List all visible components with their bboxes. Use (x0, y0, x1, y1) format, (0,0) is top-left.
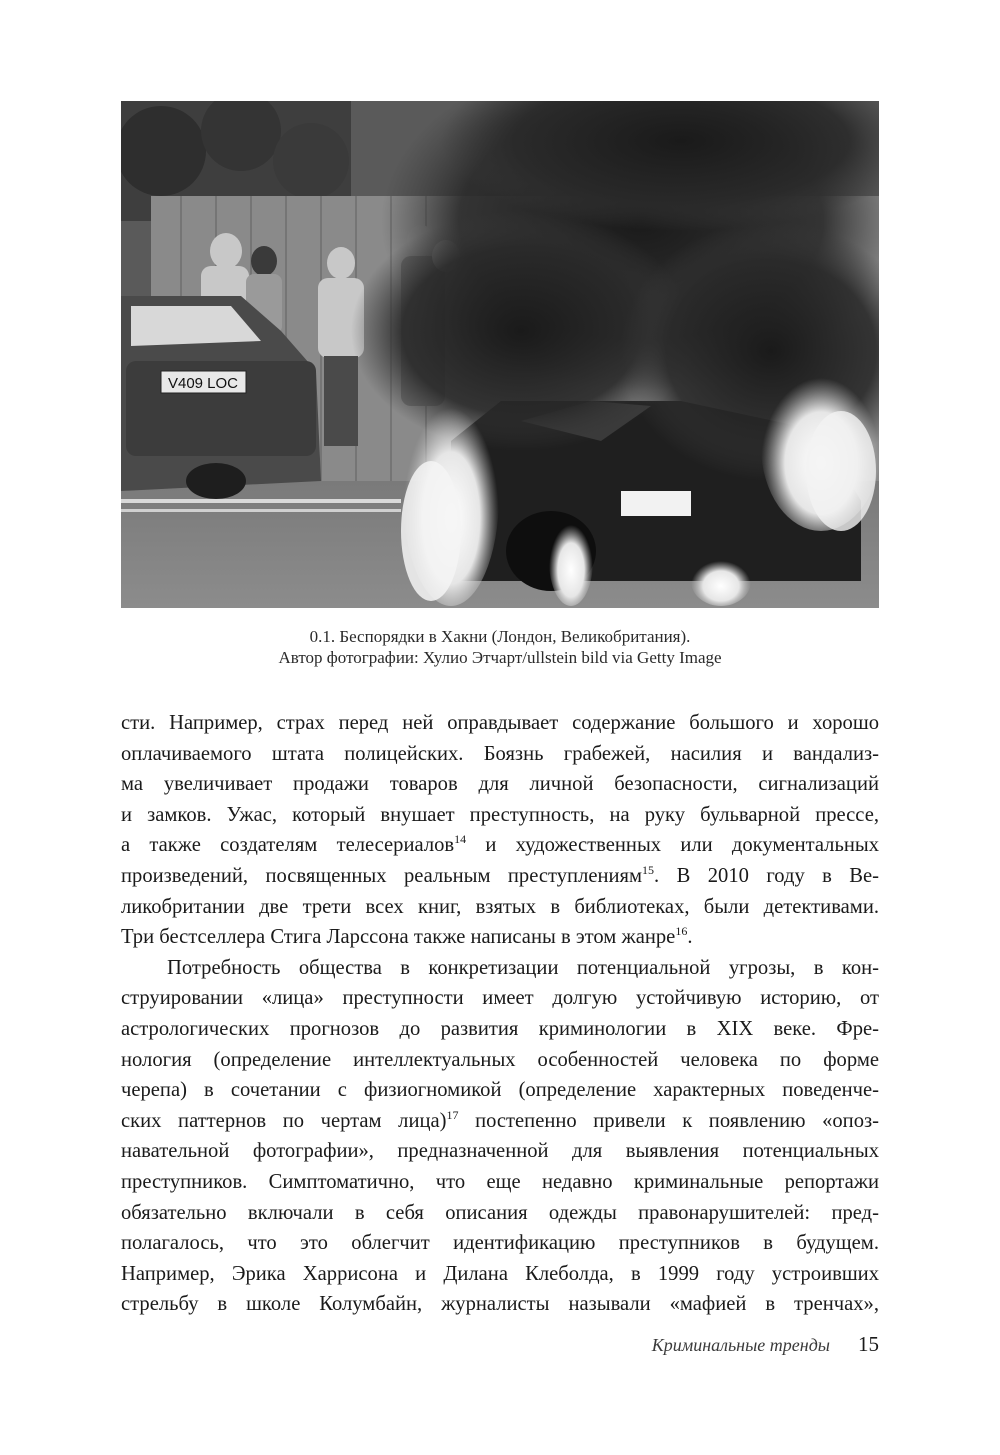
text-line: сти. Например, страх перед ней оправдывает содержание большого и хорошо (121, 712, 879, 734)
paragraph-2 (121, 953, 879, 1320)
footnote-ref-15[interactable]: 15 (642, 862, 655, 877)
text-line: астрологических прогнозов до развития криминологии в XIX веке. Фре- (121, 1017, 879, 1040)
text-line: ма увеличивает продажи товаров для личной безопасности, сигнализаций (121, 773, 879, 796)
text-line: обязательно включали в себя описания одежды правонарушителей: пред- (121, 1201, 879, 1224)
footnote-ref-17[interactable]: 17 (446, 1107, 459, 1122)
paragraph-1 (121, 708, 879, 953)
page-number: 15 (858, 1332, 879, 1356)
text-line: ских паттернов по чертам лица)$^{17}$ постепенно привели к появлению «опоз- (121, 1107, 879, 1132)
text-line: нология (определение интеллектуальных особенностей человека по форме (121, 1048, 879, 1071)
text-line: Три бестселлера Стига Ларссона также написаны в этом жанре$^{16}$. (121, 924, 693, 949)
text-line: стрельбу в школе Колумбайн, журналисты называли «мафией в тренчах», (121, 1293, 879, 1316)
figure-caption (121, 626, 879, 668)
caption-credit: Автор фотографии: Хулио Этчарт/ullstein bild via Getty Image (278, 648, 722, 667)
text-line: Например, Эрика Харрисона и Дилана Клеболда, в 1999 году устроивших (121, 1262, 879, 1285)
text-line: струировании «лица» преступности имеет долгую устойчивую историю, от (121, 987, 879, 1010)
body-text (121, 708, 879, 1320)
caption-title: 0.1. Беспорядки в Хакни (Лондон, Великобритания). (309, 627, 691, 646)
license-plate: V409 LOC (167, 375, 239, 392)
text-line: навательной фотографии», предназначенной для выявления потенциальных (121, 1140, 879, 1163)
text-line: произведений, посвященных реальным преступлениям$^{15}$. В 2010 году в Ве- (121, 862, 880, 887)
text-line: Потребность общества в конкретизации потенциальной угрозы, в кон- (167, 956, 879, 979)
text-line: преступников. Симптоматично, что еще недавно криминальные репортажи (121, 1170, 879, 1193)
text-line: а также создателям телесериалов$^{14}$ и художественных или документальных (121, 832, 879, 857)
text-line: черепа) в сочетании с физиогномикой (определение характерных поведенче- (121, 1079, 879, 1102)
riot-photo (121, 101, 879, 608)
text-line: ликобритании две трети всех книг, взятых в библиотеках, были детективами. (121, 895, 879, 918)
text-line: и замков. Ужас, который внушает преступность, на руку бульварной прессе, (121, 803, 879, 826)
footnote-ref-14[interactable]: 14 (454, 832, 467, 847)
footnote-ref-16[interactable]: 16 (675, 924, 688, 939)
running-head: Криминальные тренды (651, 1335, 830, 1355)
text-line: оплачиваемого штата полицейских. Боязнь грабежей, насилия и вандализ- (121, 742, 879, 765)
text-line: полагалось, что это облегчит идентификацию преступников в будущем. (121, 1232, 879, 1255)
